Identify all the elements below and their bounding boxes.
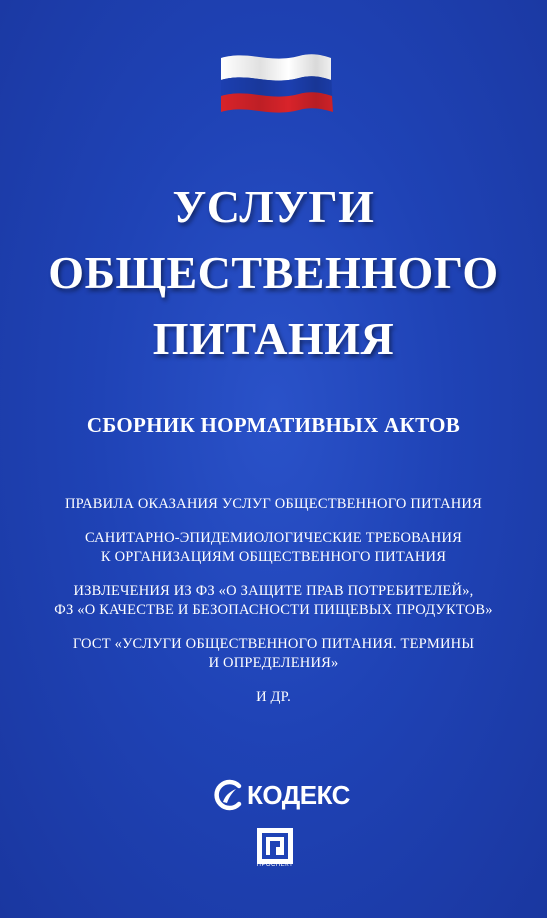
kodeks-logo-icon bbox=[211, 778, 245, 812]
contents-line: ФЗ «О КАЧЕСТВЕ И БЕЗОПАСНОСТИ ПИЩЕВЫХ ПРОДУКТОВ» bbox=[54, 602, 493, 618]
contents-line: ГОСТ «УСЛУГИ ОБЩЕСТВЕННОГО ПИТАНИЯ. ТЕРМИНЫ bbox=[72, 636, 475, 652]
kodeks-logo-text: КОДЕКС bbox=[247, 779, 350, 810]
title-line-2: ОБЩЕСТВЕННОГО bbox=[48, 247, 499, 298]
contents-item bbox=[30, 529, 517, 567]
contents-line: К ОРГАНИЗАЦИЯМ ОБЩЕСТВЕННОГО ПИТАНИЯ bbox=[100, 549, 447, 565]
contents-list bbox=[30, 495, 517, 722]
prospekt-logo-icon bbox=[256, 827, 294, 865]
contents-item bbox=[30, 688, 517, 707]
contents-line: И ДР. bbox=[256, 689, 291, 705]
contents-item bbox=[30, 582, 517, 620]
title-line-3: ПИТАНИЯ bbox=[152, 313, 395, 364]
contents-line: ПРАВИЛА ОКАЗАНИЯ УСЛУГ ОБЩЕСТВЕННОГО ПИТАНИЯ bbox=[65, 496, 482, 512]
contents-line: И ОПРЕДЕЛЕНИЯ» bbox=[208, 655, 339, 671]
subtitle: СБОРНИК НОРМАТИВНЫХ АКТОВ bbox=[86, 413, 461, 437]
title-line-1: УСЛУГИ bbox=[172, 181, 375, 232]
kodeks-logo bbox=[211, 776, 350, 814]
prospekt-logo-text: ПРОСПЕКТ bbox=[256, 862, 294, 868]
contents-line: САНИТАРНО-ЭПИДЕМИОЛОГИЧЕСКИЕ ТРЕБОВАНИЯ bbox=[84, 530, 463, 546]
contents-item bbox=[30, 635, 517, 673]
russian-flag-icon bbox=[219, 50, 337, 116]
contents-line: ИЗВЛЕЧЕНИЯ ИЗ ФЗ «О ЗАЩИТЕ ПРАВ ПОТРЕБИТЕЛЕЙ», bbox=[73, 583, 474, 599]
contents-item bbox=[30, 495, 517, 514]
